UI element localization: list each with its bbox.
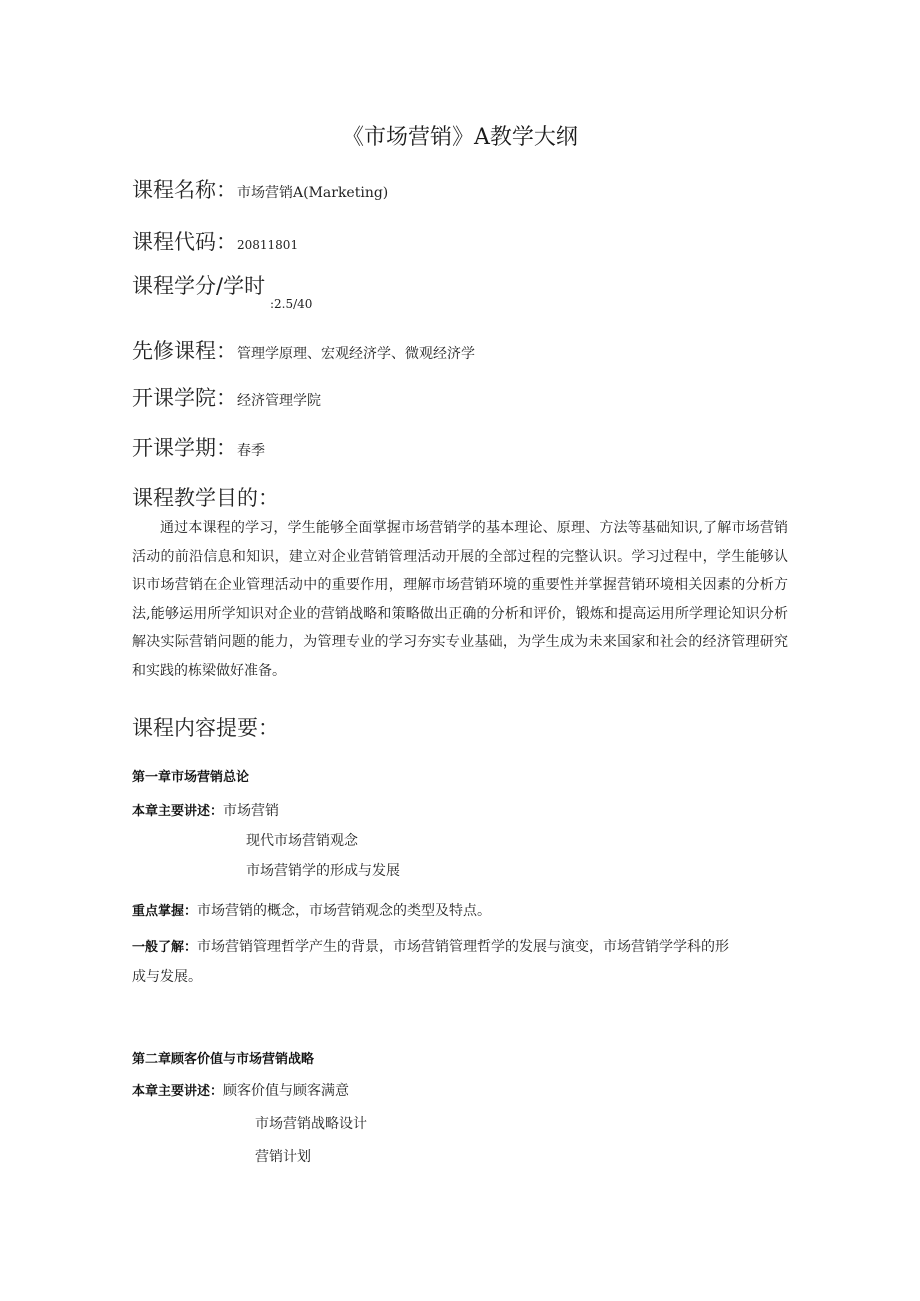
course-name-value: 市场营销A(Marketing) [237,185,389,201]
college-value: 经济管理学院 [237,393,321,409]
objective-heading: 课程教学目的： [132,486,279,510]
chapter-2-main-row [132,1080,349,1100]
course-name-label: 课程名称： [132,178,237,202]
term-row [132,432,265,462]
chapter-1-key-row [132,900,491,920]
chapter-2-main-item: 营销计划 [255,1149,311,1165]
prerequisite-row [132,335,475,365]
chapter-1-main-item: 市场营销学的形成与发展 [246,863,400,879]
chapter-2-main-item: 顾客价值与顾客满意 [223,1083,350,1099]
course-code-label: 课程代码： [132,230,237,254]
chapter-1-title: 第一章市场营销总论 [132,770,250,785]
chapter-1-key-label: 重点掌握： [132,904,198,919]
chapter-1-main-item: 现代市场营销观念 [246,833,358,849]
chapter-1-general-label: 一般了解： [132,940,198,955]
chapter-1-main-label: 本章主要讲述： [132,804,224,819]
objective-paragraph: 通过本课程的学习，学生能够全面掌握市场营销学的基本理论、原理、方法等基础知识,了解市场营销活动的前沿信息和知识，建立对企业营销管理活动开展的全部过程的完整认识。学习过程中，学生能够认识市场营销在企业管理活动中的重要作用，理解市场营销环境的重要性并掌握营销环境相关因素的分析方法,能够运用所学知识对企业的营销战略和策略做出正确的分析和评价，锻炼和提高运用所学理论知识分析解决实际营销问题的能力，为管理专业的学习夯实专业基础，为学生成为未来国家和社会的经济管理研究和实践的栋梁做好准备。 [132,520,788,679]
prerequisite-label: 先修课程： [132,339,237,363]
term-label: 开课学期： [132,436,237,460]
content-heading: 课程内容提要： [132,716,279,740]
chapter-1-key-text: 市场营销的概念，市场营销观念的类型及特点。 [197,903,492,919]
chapter-1-general-text: 市场营销管理哲学产生的背景，市场营销管理哲学的发展与演变，市场营销学学科的形 [197,939,730,955]
chapter-2-main-label: 本章主要讲述： [132,1084,224,1099]
course-credit-value: :2.5/40 [270,297,313,311]
chapter-1-general-text-cont: 成与发展。 [132,969,202,985]
chapter-1-general-row [132,936,729,956]
chapter-1-main-item: 市场营销 [223,803,280,819]
chapter-2-main-item: 市场营销战略设计 [255,1116,367,1132]
college-row [132,382,321,412]
college-label: 开课学院： [132,386,237,410]
course-code-value: 20811801 [237,238,299,252]
document-title: 《市场营销》A教学大纲 [342,125,578,150]
course-name-row [132,174,388,204]
course-code-row [132,226,298,256]
chapter-1-main-row [132,800,279,820]
course-credit-label: 课程学分/学时 [132,274,266,298]
term-value: 春季 [237,443,265,459]
chapter-2-title: 第二章顾客价值与市场营销战略 [132,1052,315,1067]
prerequisite-value: 管理学原理、宏观经济学、微观经济学 [237,346,475,362]
